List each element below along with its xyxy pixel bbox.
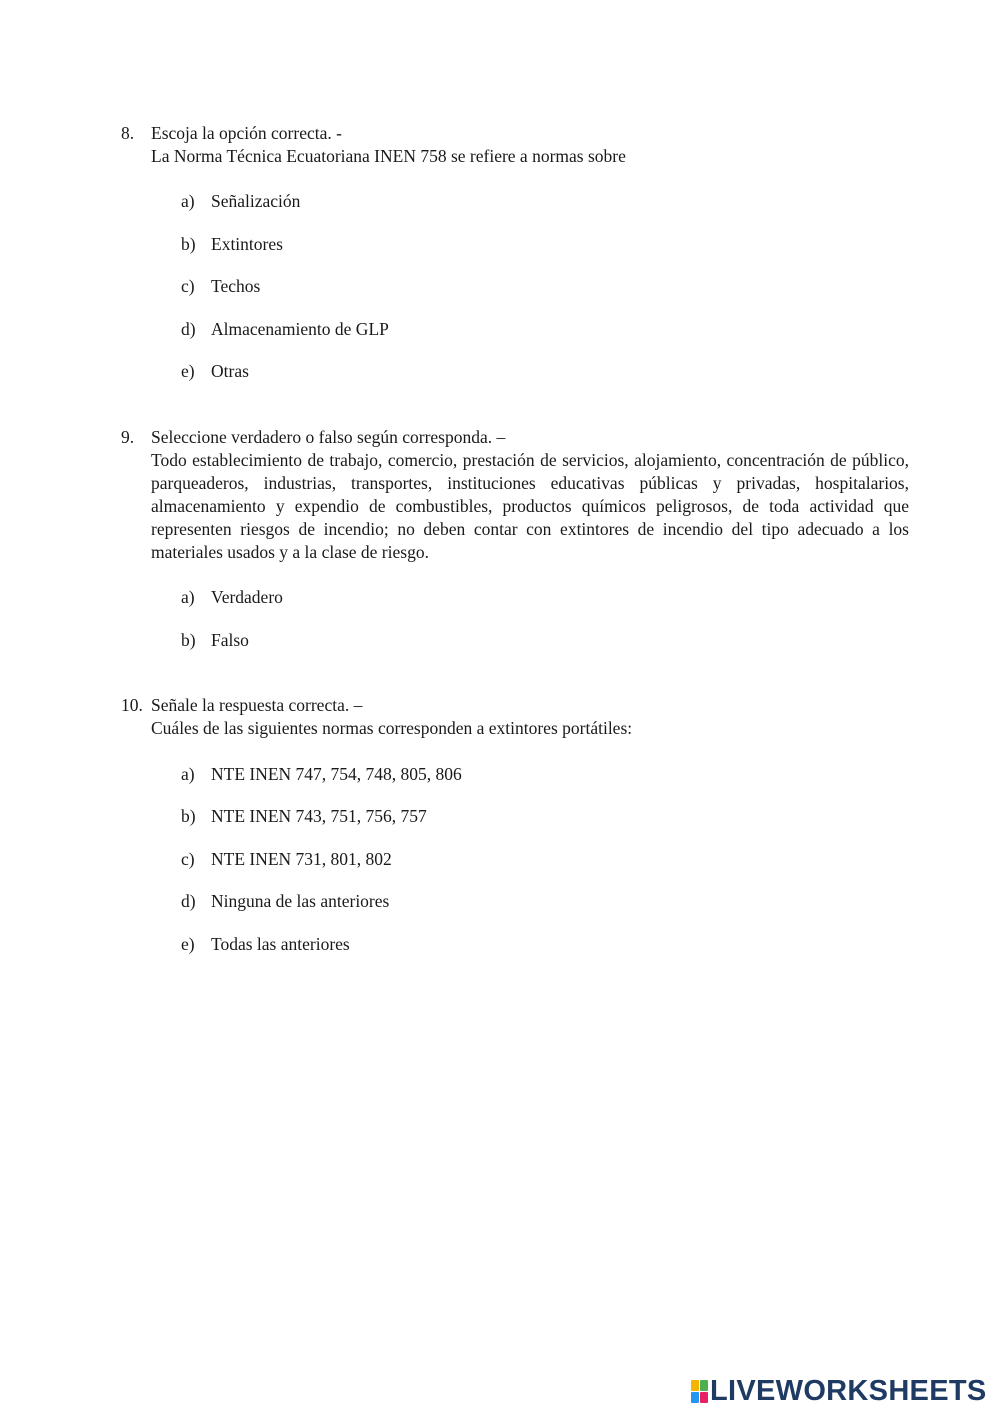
option-text: NTE INEN 747, 754, 748, 805, 806 — [211, 764, 462, 784]
option-text: Otras — [211, 361, 249, 381]
option-text: Falso — [211, 630, 249, 650]
option-letter: b) — [181, 234, 196, 254]
option-text: Verdadero — [211, 587, 283, 607]
option-letter: d) — [181, 891, 196, 911]
option-letter: c) — [181, 849, 195, 869]
answer-option[interactable] — [181, 360, 249, 383]
liveworksheets-logo-icon — [691, 1380, 707, 1402]
option-text: Techos — [211, 276, 261, 296]
answer-option[interactable] — [181, 318, 389, 341]
answer-option[interactable] — [181, 629, 249, 652]
question-prompt: Escoja la opción correcta. - — [151, 123, 342, 143]
option-letter: e) — [181, 934, 195, 954]
option-text: Todas las anteriores — [211, 934, 350, 954]
question-number: 9. — [121, 427, 135, 447]
question-number: 10. — [121, 695, 143, 715]
question-stem: Cuáles de las siguientes normas corresponden a extintores portátiles: — [151, 718, 633, 738]
answer-option[interactable] — [181, 275, 260, 298]
option-letter: b) — [181, 630, 196, 650]
answer-option[interactable] — [181, 805, 427, 828]
answer-option[interactable] — [181, 233, 283, 256]
option-letter: a) — [181, 764, 195, 784]
question-number: 8. — [121, 123, 135, 143]
question-stem: La Norma Técnica Ecuatoriana INEN 758 se refiere a normas sobre — [151, 146, 626, 166]
option-letter: b) — [181, 806, 196, 826]
option-text: Extintores — [211, 234, 283, 254]
option-text: Almacenamiento de GLP — [211, 319, 389, 339]
option-text: NTE INEN 743, 751, 756, 757 — [211, 806, 427, 826]
option-text: NTE INEN 731, 801, 802 — [211, 849, 392, 869]
option-letter: a) — [181, 587, 195, 607]
answer-option[interactable] — [181, 848, 392, 871]
option-letter: e) — [181, 361, 195, 381]
option-letter: c) — [181, 276, 195, 296]
answer-option[interactable] — [181, 763, 462, 786]
question-prompt: Seleccione verdadero o falso según corresponda. – — [151, 427, 506, 447]
answer-option[interactable] — [181, 933, 350, 956]
option-text: Ninguna de las anteriores — [211, 891, 390, 911]
liveworksheets-logo[interactable] — [691, 1376, 987, 1406]
question-prompt: Señale la respuesta correcta. – — [151, 695, 363, 715]
option-text: Señalización — [211, 191, 301, 211]
option-letter: d) — [181, 319, 196, 339]
option-letter: a) — [181, 191, 195, 211]
answer-option[interactable] — [181, 586, 283, 609]
logo-text: LIVEWORKSHEETS — [710, 1375, 987, 1407]
answer-option[interactable] — [181, 190, 300, 213]
answer-option[interactable] — [181, 890, 389, 913]
question-stem: Todo establecimiento de trabajo, comercio, prestación de servicios, alojamiento, concentración de público, parqueaderos, industrias, transportes, instituciones educativas públicas y privadas, hospitalarios, almacenamiento y expendio de combustibles, productos químicos peligrosos, de toda actividad que representen riesgos de incendio; no deben contar con extintores de incendio del tipo adecuado a los materiales usados y a la clase de riesgo. — [151, 450, 909, 562]
